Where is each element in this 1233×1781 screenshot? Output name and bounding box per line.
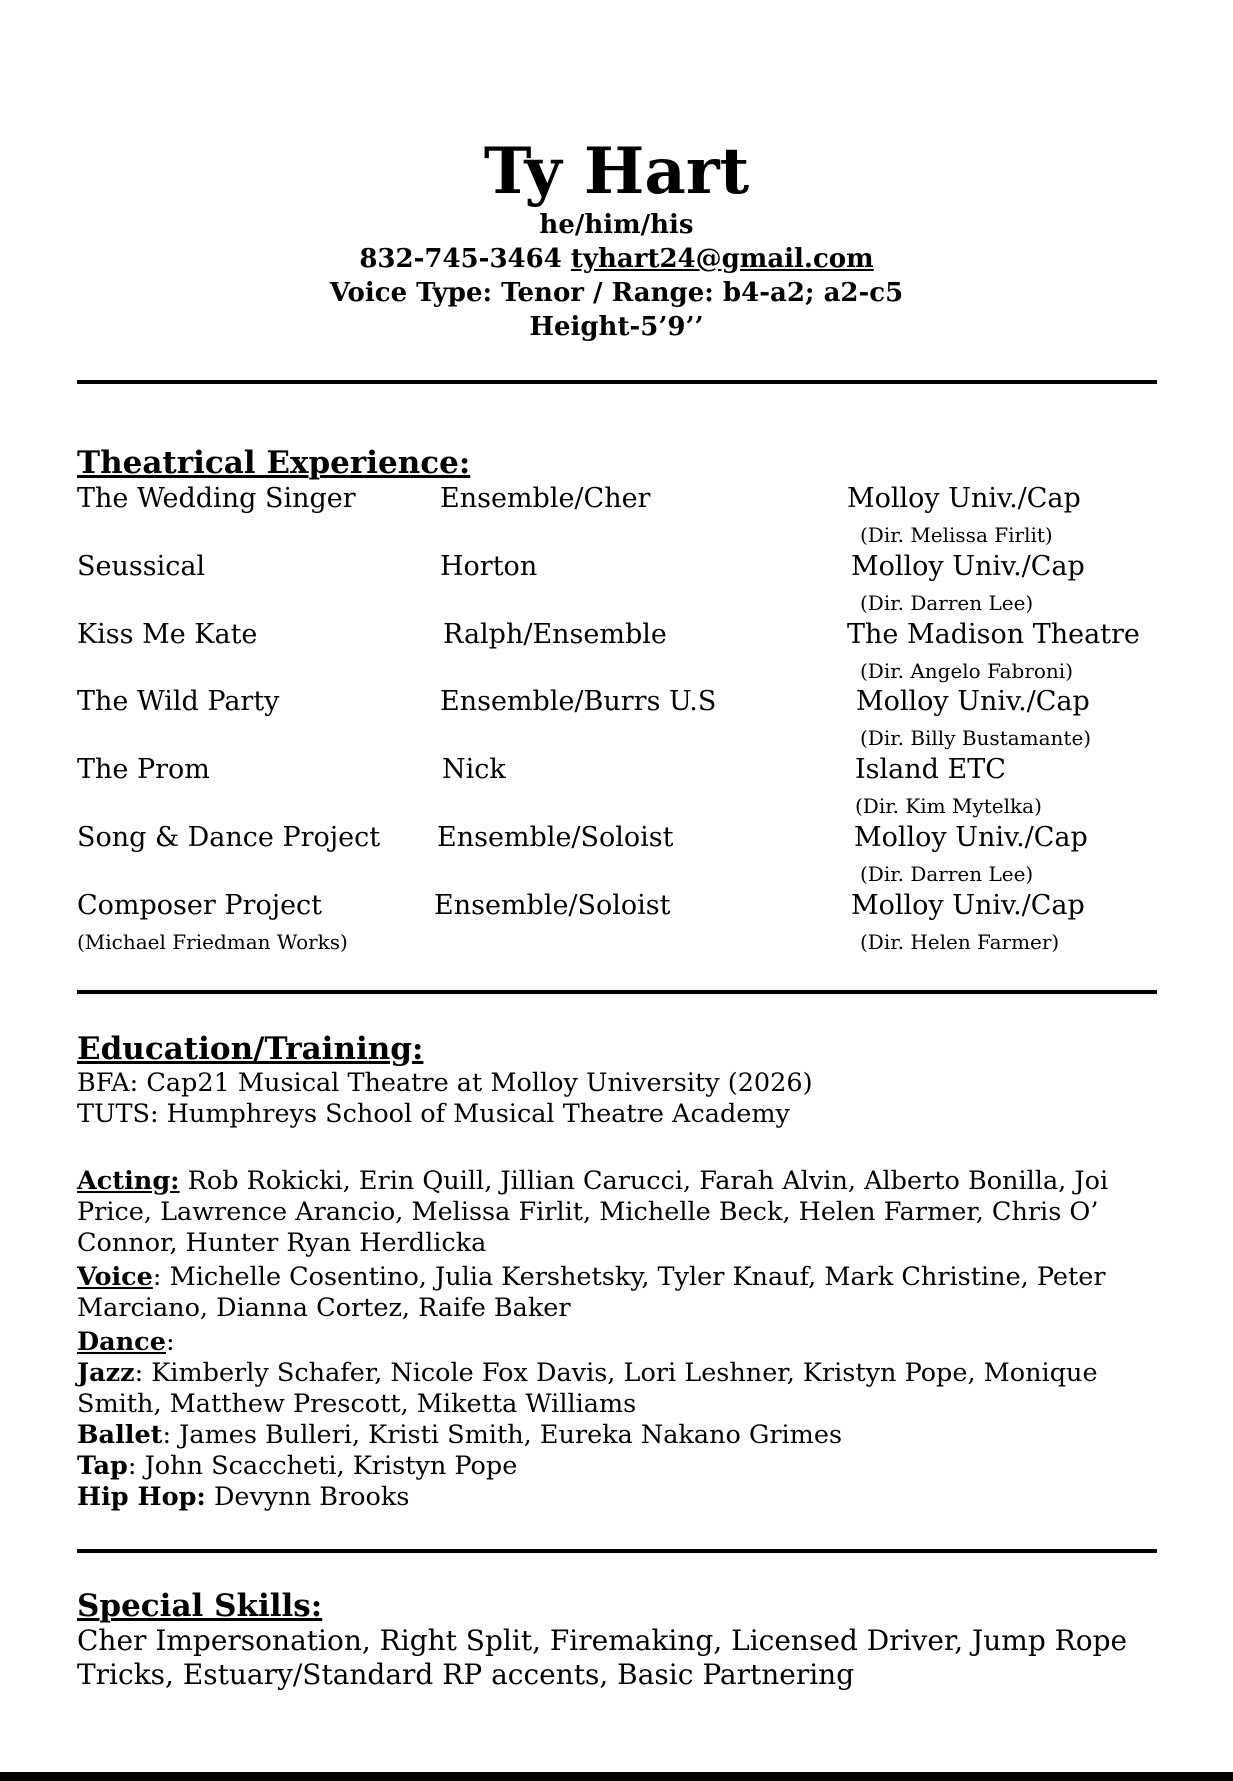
acting-label: Acting: (77, 1166, 180, 1196)
education-line: TUTS: Humphreys School of Musical Theatre Academy (77, 1099, 790, 1129)
email-link[interactable]: tyhart24@gmail.com (570, 244, 874, 274)
hiphop-teachers: Devynn Brooks (205, 1482, 410, 1512)
height-info: Height-5’9’’ (529, 312, 704, 342)
jazz-teachers: : Kimberly Schafer, Nicole Fox Davis, Lori Leshner, Kristyn Pope, Monique Smith, Matthew Prescott, Miketta Williams (77, 1358, 1098, 1419)
credit-show: The Wedding Singer (77, 483, 356, 514)
credit-venue: Molloy Univ./Cap (856, 686, 1090, 717)
resume-name: Ty Hart (483, 134, 750, 209)
credit-director: (Dir. Darren Lee) (860, 591, 1034, 615)
ballet-teachers: : James Bulleri, Kristi Smith, Eureka Nakano Grimes (162, 1420, 843, 1450)
credit-venue: The Madison Theatre (847, 619, 1140, 650)
theatre-heading: Theatrical Experience: (77, 445, 471, 481)
hiphop-training (77, 1482, 1157, 1513)
credit-venue: Molloy Univ./Cap (851, 551, 1085, 582)
credit-role: Ensemble/Burrs U.S (440, 686, 717, 717)
credit-role: Ensemble/Soloist (434, 890, 671, 921)
credit-role: Nick (442, 754, 506, 785)
credit-venue: Molloy Univ./Cap (847, 483, 1081, 514)
acting-teachers: Rob Rokicki, Erin Quill, Jillian Carucci, Farah Alvin, Alberto Bonilla, Joi Price, Lawrence Arancio, Melissa Firlit, Michelle Beck, Helen Farmer, Chris O’ Connor, Hunter Ryan Herdlicka (77, 1166, 1109, 1258)
ballet-training (77, 1420, 1157, 1451)
jazz-training (77, 1358, 1157, 1420)
education-line: BFA: Cap21 Musical Theatre at Molloy University (2026) (77, 1068, 813, 1098)
dance-heading (77, 1327, 1157, 1358)
divider (77, 380, 1157, 384)
credit-role: Ensemble/Soloist (437, 822, 674, 853)
credit-director: (Dir. Melissa Firlit) (860, 523, 1053, 547)
divider (77, 1549, 1157, 1553)
skills-text: Cher Impersonation, Right Split, Firemaking, Licensed Driver, Jump Rope Tricks, Estuary/Standard RP accents, Basic Partnering (77, 1624, 1128, 1691)
acting-training (77, 1166, 1157, 1259)
page-bottom-edge (0, 1772, 1233, 1781)
credit-show: Seussical (77, 551, 206, 582)
tap-teachers: : John Scaccheti, Kristyn Pope (127, 1451, 518, 1481)
skills-heading: Special Skills: (77, 1588, 323, 1624)
dance-colon: : (165, 1327, 175, 1357)
credit-director: (Dir. Kim Mytelka) (855, 794, 1042, 818)
education-heading: Education/Training: (77, 1031, 424, 1067)
credit-role: Ensemble/Cher (440, 483, 651, 514)
contact-line (0, 242, 1233, 276)
hiphop-label: Hip Hop: (77, 1482, 206, 1512)
credit-director: (Dir. Darren Lee) (860, 862, 1034, 886)
credit-role: Horton (440, 551, 538, 582)
credit-show: Kiss Me Kate (77, 619, 258, 650)
credit-venue: Molloy Univ./Cap (854, 822, 1088, 853)
credit-show: The Wild Party (77, 686, 280, 717)
voice-teachers: : Michelle Cosentino, Julia Kershetsky, Tyler Knauf, Mark Christine, Peter Marciano, Dianna Cortez, Raife Baker (77, 1262, 1106, 1323)
credit-show: Song & Dance Project (77, 822, 381, 853)
credit-director: (Dir. Angelo Fabroni) (860, 659, 1073, 683)
divider (77, 990, 1157, 994)
tap-label: Tap (77, 1451, 128, 1481)
jazz-label: Jazz (77, 1358, 135, 1388)
credit-venue: Molloy Univ./Cap (851, 890, 1085, 921)
voice-training (77, 1262, 1157, 1324)
ballet-label: Ballet (77, 1420, 163, 1450)
dance-label: Dance (77, 1327, 166, 1357)
voice-label: Voice (77, 1262, 153, 1292)
credit-show: The Prom (77, 754, 210, 785)
credit-director: (Dir. Billy Bustamante) (860, 726, 1092, 750)
credit-director: (Dir. Helen Farmer) (860, 930, 1060, 954)
voice-type: Voice Type: Tenor / Range: b4-a2; a2-c5 (329, 278, 904, 308)
credit-role: Ralph/Ensemble (443, 619, 667, 650)
pronouns: he/him/his (539, 210, 694, 240)
credit-show-note: (Michael Friedman Works) (77, 930, 348, 954)
credit-venue: Island ETC (855, 754, 1006, 785)
tap-training (77, 1451, 1157, 1482)
phone-number: 832-745-3464 (359, 244, 562, 274)
credit-show: Composer Project (77, 890, 323, 921)
